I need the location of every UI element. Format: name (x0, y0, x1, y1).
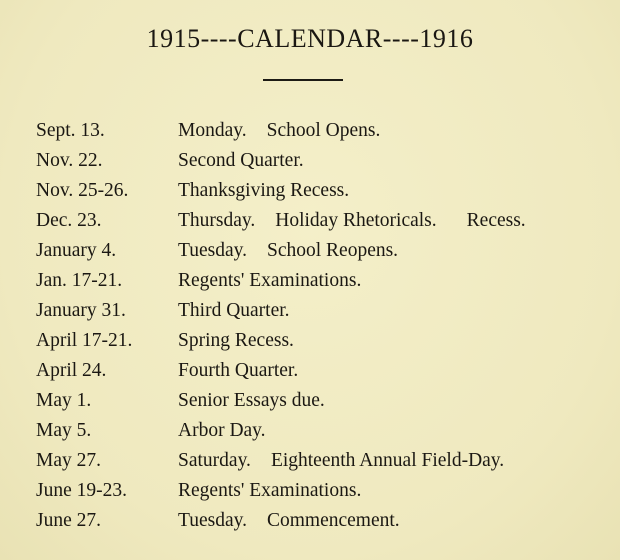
calendar-entry (36, 266, 616, 296)
entry-event (178, 416, 266, 446)
calendar-entry (36, 326, 616, 356)
entry-event-part: Recess. (466, 210, 526, 231)
entry-event-part: Thanksgiving Recess. (178, 180, 350, 201)
entry-event-part: Senior Essays due. (178, 390, 325, 411)
entry-event (178, 146, 304, 176)
entry-event-part: Fourth Quarter. (178, 360, 299, 381)
entry-event-part: Regents' Examinations. (178, 480, 362, 501)
entry-event-part: Thursday. (178, 210, 256, 231)
entry-event-part: Saturday. (178, 450, 251, 471)
calendar-entry (36, 446, 616, 476)
entry-event-part: Regents' Examinations. (178, 270, 362, 291)
entry-date: Jan. 17-21. (36, 270, 123, 291)
entry-event-part: Third Quarter. (178, 300, 290, 321)
entry-date: Nov. 25-26. (36, 180, 129, 201)
entry-event (178, 326, 294, 356)
entry-event (178, 476, 361, 506)
entry-event-part: Holiday Rhetoricals. (275, 210, 437, 231)
entry-date: Nov. 22. (36, 150, 103, 171)
calendar-entry (36, 146, 616, 176)
entry-event-part: Tuesday. (178, 510, 247, 531)
entry-event-part: Arbor Day. (178, 420, 266, 441)
title-divider (263, 79, 343, 81)
entry-date: June 19-23. (36, 480, 127, 501)
calendar-entry (36, 296, 616, 326)
entry-event (178, 356, 298, 386)
calendar-list (36, 116, 616, 536)
entry-date: June 27. (36, 510, 101, 531)
entry-event-part: School Opens. (266, 120, 381, 141)
calendar-entry (36, 236, 616, 266)
entry-event (178, 236, 398, 266)
entry-event-part: Spring Recess. (178, 330, 294, 351)
entry-date: Sept. 13. (36, 120, 105, 141)
entry-event-part: Monday. (178, 120, 247, 141)
entry-event-part: Tuesday. (178, 240, 247, 261)
entry-event (178, 506, 400, 536)
entry-event (178, 446, 504, 476)
calendar-entry (36, 476, 616, 506)
entry-event (178, 116, 380, 146)
entry-date: May 27. (36, 450, 101, 471)
entry-event (178, 206, 526, 236)
calendar-entry (36, 416, 616, 446)
entry-date: May 1. (36, 390, 92, 411)
entry-event (178, 266, 361, 296)
entry-date: January 4. (36, 240, 117, 261)
calendar-entry (36, 386, 616, 416)
entry-date: April 17-21. (36, 330, 133, 351)
entry-date: May 5. (36, 420, 92, 441)
calendar-entry (36, 176, 616, 206)
calendar-entry (36, 116, 616, 146)
calendar-entry (36, 506, 616, 536)
entry-date: Dec. 23. (36, 210, 102, 231)
entry-date: January 31. (36, 300, 126, 321)
entry-event (178, 386, 325, 416)
entry-event-part: Eighteenth Annual Field-Day. (270, 450, 505, 471)
calendar-entry (36, 206, 616, 236)
entry-event-part: Commencement. (266, 510, 400, 531)
entry-event-part: School Reopens. (266, 240, 399, 261)
calendar-entry (36, 356, 616, 386)
entry-event (178, 296, 290, 326)
page-title: 1915----CALENDAR----1916 (146, 24, 474, 53)
entry-event (178, 176, 349, 206)
entry-event-part: Second Quarter. (178, 150, 304, 171)
entry-date: April 24. (36, 360, 107, 381)
